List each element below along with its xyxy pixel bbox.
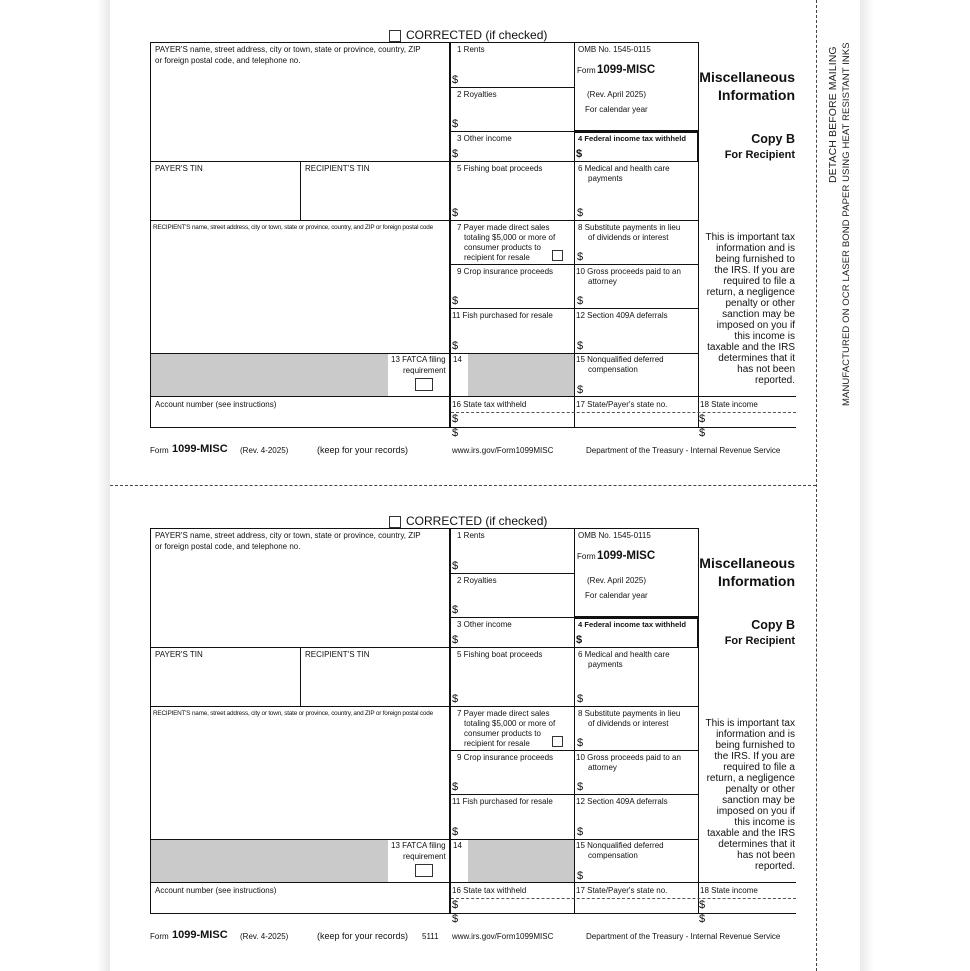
- box10-label: 10 Gross proceeds paid to an: [576, 753, 681, 762]
- box8-label-2: of dividends or interest: [588, 233, 669, 242]
- box4-label: 4 Federal income tax withheld: [578, 134, 687, 143]
- box16-label: 16 State tax withheld: [452, 400, 527, 409]
- title-line-1: Miscellaneous: [699, 69, 795, 85]
- copy-b-label: Copy B: [751, 618, 795, 632]
- box3-label: 3 Other income: [457, 134, 512, 143]
- box15-label: 15 Nonqualified deferred: [576, 841, 664, 850]
- notice-line: imposed on you if: [716, 320, 795, 331]
- box10-label-2: attorney: [588, 277, 617, 286]
- title-line-1: Miscellaneous: [699, 555, 795, 571]
- corrected-checkbox[interactable]: [389, 30, 401, 42]
- shaded-area-box14: [468, 840, 574, 882]
- box7-label-3: consumer products to: [464, 243, 541, 252]
- box14-label: 14: [453, 841, 462, 850]
- box6-label: 6 Medical and health care: [578, 650, 670, 659]
- right-bottom-line: [698, 396, 796, 397]
- rev-date: (Rev. April 2025): [587, 576, 646, 585]
- notice-line: the IRS. If you are: [714, 265, 795, 276]
- box12-label: 12 Section 409A deferrals: [576, 311, 668, 320]
- omb-number: OMB No. 1545-0115: [578, 45, 651, 54]
- notice-line: taxable and the IRS: [707, 342, 795, 353]
- box1-dollar: $: [452, 560, 459, 572]
- box2-dollar: $: [452, 118, 459, 130]
- copy-b-label: Copy B: [751, 132, 795, 146]
- box7-checkbox[interactable]: [552, 250, 563, 261]
- footer-form-word: Form: [150, 446, 169, 455]
- box7-label-4: recipient for resale: [464, 253, 530, 262]
- notice-line: sanction may be: [722, 309, 795, 320]
- box8-dollar: $: [577, 251, 584, 263]
- payer-tin-label: PAYER'S TIN: [155, 650, 203, 659]
- recipient-tin-label: RECIPIENT'S TIN: [305, 164, 370, 173]
- form-name: 1099-MISC: [597, 550, 656, 562]
- box11-label: 11 Fish purchased for resale: [452, 797, 553, 806]
- box18-dollar: $: [699, 413, 706, 425]
- notice-line: determines that it: [718, 353, 795, 364]
- box18-label: 18 State income: [700, 400, 758, 409]
- box6-label: 6 Medical and health care: [578, 164, 670, 173]
- box9-dollar: $: [452, 781, 459, 793]
- manufacture-note: MANUFACTURED ON OCR LASER BOND PAPER USING HEAT RESISTANT INKS: [841, 42, 852, 406]
- box15-label-2: compensation: [588, 365, 638, 374]
- recipient-tin-label: RECIPIENT'S TIN: [305, 650, 370, 659]
- fatca-label-2: requirement: [403, 366, 446, 375]
- box9-dollar: $: [452, 295, 459, 307]
- calendar-year-label: For calendar year: [585, 105, 648, 114]
- box3-label: 3 Other income: [457, 620, 512, 629]
- notice-line: information and is: [716, 729, 795, 740]
- fatca-checkbox[interactable]: [415, 378, 433, 391]
- box17-label: 17 State/Payer's state no.: [576, 400, 668, 409]
- box9-label: 9 Crop insurance proceeds: [457, 267, 554, 276]
- notice-line: penalty or other: [725, 298, 795, 309]
- notice-line: required to file a: [723, 276, 795, 287]
- box9-label: 9 Crop insurance proceeds: [457, 753, 554, 762]
- box2-dollar: $: [452, 604, 459, 616]
- detach-note: DETACH BEFORE MAILING: [827, 46, 839, 183]
- recipient-name-label: RECIPIENT'S name, street address, city or town, state or province, country, and ZIP or foreign postal code: [153, 224, 433, 231]
- form-word: Form: [577, 552, 596, 561]
- box14-label: 14: [453, 355, 462, 364]
- box16-dollar-2: $: [452, 913, 459, 925]
- footer-code: 5111: [422, 932, 439, 941]
- box12-dollar: $: [577, 826, 584, 838]
- box7-label-2: totaling $5,000 or more of: [464, 719, 556, 728]
- box4-dollar: $: [576, 148, 583, 160]
- form-word: Form: [577, 66, 596, 75]
- corrected-label: CORRECTED (if checked): [406, 514, 548, 528]
- payer-name-label: PAYER'S name, street address, city or town, state or province, country, ZIP: [155, 45, 421, 54]
- notice-line: information and is: [716, 243, 795, 254]
- box16-dollar-2: $: [452, 427, 459, 439]
- box6-label-2: payments: [588, 660, 623, 669]
- for-recipient-label: For Recipient: [724, 149, 795, 161]
- box7-label-3: consumer products to: [464, 729, 541, 738]
- box8-dollar: $: [577, 737, 584, 749]
- box8-label: 8 Substitute payments in lieu: [578, 709, 681, 718]
- box18-label: 18 State income: [700, 886, 758, 895]
- fatca-label-2: requirement: [403, 852, 446, 861]
- box18-dollar-2: $: [699, 427, 706, 439]
- account-number-label: Account number (see instructions): [155, 400, 277, 409]
- footer-form-word: Form: [150, 932, 169, 941]
- omb-box: [574, 42, 699, 131]
- notice-line: This is important tax: [705, 232, 795, 243]
- notice-line: This is important tax: [705, 718, 795, 729]
- box7-label: 7 Payer made direct sales: [457, 709, 550, 718]
- notice-line: determines that it: [718, 839, 795, 850]
- footer-rev: (Rev. 4-2025): [240, 446, 289, 455]
- box5-label: 5 Fishing boat proceeds: [457, 650, 543, 659]
- box18-dollar-2: $: [699, 913, 706, 925]
- notice-line: return, a negligence: [706, 773, 795, 784]
- box11-dollar: $: [452, 826, 459, 838]
- form-copy-bottom: [0, 486, 970, 971]
- title-line-2: Information: [718, 573, 795, 589]
- title-line-2: Information: [718, 87, 795, 103]
- footer-keep: (keep for your records): [317, 445, 409, 455]
- footer-dept: Department of the Treasury - Internal Revenue Service: [586, 446, 781, 455]
- notice-line: sanction may be: [722, 795, 795, 806]
- box17-label: 17 State/Payer's state no.: [576, 886, 668, 895]
- shaded-area: [151, 840, 388, 882]
- form-copy-top: [0, 0, 970, 485]
- box7-label-4: recipient for resale: [464, 739, 530, 748]
- notice-line: has not been: [737, 364, 795, 375]
- box5-dollar: $: [452, 207, 459, 219]
- box15-dollar: $: [577, 870, 584, 882]
- notice-line: required to file a: [723, 762, 795, 773]
- notice-line: imposed on you if: [716, 806, 795, 817]
- box8-label-2: of dividends or interest: [588, 719, 669, 728]
- corrected-label: CORRECTED (if checked): [406, 28, 548, 42]
- account-number-label: Account number (see instructions): [155, 886, 277, 895]
- notice-line: penalty or other: [725, 784, 795, 795]
- box5-label: 5 Fishing boat proceeds: [457, 164, 543, 173]
- box3-dollar: $: [452, 634, 459, 646]
- box16-label: 16 State tax withheld: [452, 886, 527, 895]
- notice-line: being furnished to: [715, 254, 795, 265]
- box1-label: 1 Rents: [457, 531, 485, 540]
- recipient-name-label: RECIPIENT'S name, street address, city or town, state or province, country, and ZIP or foreign postal code: [153, 710, 433, 717]
- box7-label-2: totaling $5,000 or more of: [464, 233, 556, 242]
- box1-dollar: $: [452, 74, 459, 86]
- fatca-label: 13 FATCA filing: [391, 355, 446, 364]
- notice-line: return, a negligence: [706, 287, 795, 298]
- fatca-checkbox[interactable]: [415, 864, 433, 877]
- payer-tin-label: PAYER'S TIN: [155, 164, 203, 173]
- fatca-label: 13 FATCA filing: [391, 841, 446, 850]
- payer-name-label: PAYER'S name, street address, city or town, state or province, country, ZIP: [155, 531, 421, 540]
- right-bottom-line: [698, 882, 796, 883]
- footer-form-name: 1099-MISC: [172, 443, 228, 455]
- omb-number: OMB No. 1545-0115: [578, 531, 651, 540]
- footer-url: www.irs.gov/Form1099MISC: [452, 932, 554, 941]
- box11-dollar: $: [452, 340, 459, 352]
- footer-rev: (Rev. 4-2025): [240, 932, 289, 941]
- footer-form-name: 1099-MISC: [172, 929, 228, 941]
- box10-dollar: $: [577, 781, 584, 793]
- notice-line: reported.: [754, 861, 795, 872]
- box15-label-2: compensation: [588, 851, 638, 860]
- box4-label: 4 Federal income tax withheld: [578, 620, 687, 629]
- box1-label: 1 Rents: [457, 45, 485, 54]
- box5-dollar: $: [452, 693, 459, 705]
- box2-label: 2 Royalties: [457, 576, 497, 585]
- shaded-area: [151, 354, 388, 396]
- box2-label: 2 Royalties: [457, 90, 497, 99]
- payer-name-label-2: or foreign postal code, and telephone no.: [155, 56, 301, 65]
- box11-label: 11 Fish purchased for resale: [452, 311, 553, 320]
- notice-line: the IRS. If you are: [714, 751, 795, 762]
- box6-dollar: $: [577, 693, 584, 705]
- box12-label: 12 Section 409A deferrals: [576, 797, 668, 806]
- notice-line: this income is: [734, 331, 795, 342]
- form-name: 1099-MISC: [597, 64, 656, 76]
- box12-dollar: $: [577, 340, 584, 352]
- box6-dollar: $: [577, 207, 584, 219]
- box15-dollar: $: [577, 384, 584, 396]
- box10-dollar: $: [577, 295, 584, 307]
- box6-label-2: payments: [588, 174, 623, 183]
- box18-dollar: $: [699, 899, 706, 911]
- rev-date: (Rev. April 2025): [587, 90, 646, 99]
- box3-dollar: $: [452, 148, 459, 160]
- box8-label: 8 Substitute payments in lieu: [578, 223, 681, 232]
- footer-url: www.irs.gov/Form1099MISC: [452, 446, 554, 455]
- box16-dollar: $: [452, 413, 459, 425]
- notice-line: being furnished to: [715, 740, 795, 751]
- for-recipient-label: For Recipient: [724, 635, 795, 647]
- box10-label-2: attorney: [588, 763, 617, 772]
- corrected-checkbox[interactable]: [389, 516, 401, 528]
- box10-label: 10 Gross proceeds paid to an: [576, 267, 681, 276]
- box7-checkbox[interactable]: [552, 736, 563, 747]
- calendar-year-label: For calendar year: [585, 591, 648, 600]
- notice-line: reported.: [754, 375, 795, 386]
- shaded-area-box14: [468, 354, 574, 396]
- notice-line: this income is: [734, 817, 795, 828]
- box4-dollar: $: [576, 634, 583, 646]
- box15-label: 15 Nonqualified deferred: [576, 355, 664, 364]
- footer-dept: Department of the Treasury - Internal Revenue Service: [586, 932, 781, 941]
- notice-line: taxable and the IRS: [707, 828, 795, 839]
- omb-box: [574, 528, 699, 617]
- payer-name-label-2: or foreign postal code, and telephone no.: [155, 542, 301, 551]
- notice-line: has not been: [737, 850, 795, 861]
- box7-label: 7 Payer made direct sales: [457, 223, 550, 232]
- footer-keep: (keep for your records): [317, 931, 409, 941]
- box16-dollar: $: [452, 899, 459, 911]
